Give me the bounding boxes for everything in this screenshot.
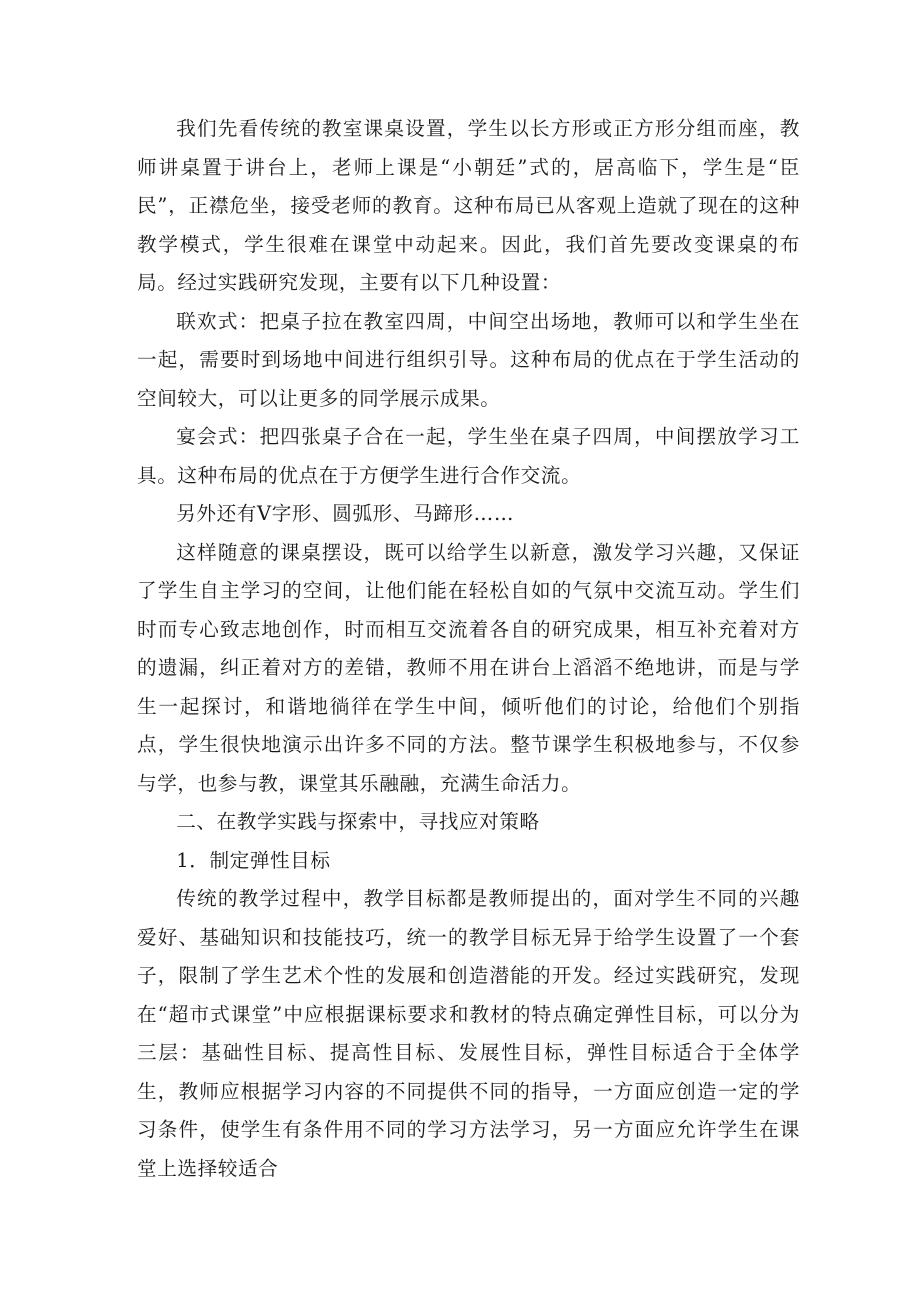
document-page bbox=[137, 110, 800, 1188]
paragraph-banquet-style: 宴会式：把四张桌子合在一起，学生坐在桌子四周，中间摆放学习工具。这种布局的优点在于方便学生进行合作交流。 bbox=[137, 425, 800, 487]
paragraph-flexible-goals: 传统的教学过程中，教学目标都是教师提出的，面对学生不同的兴趣爱好、基础知识和技能技巧，统一的教学目标无异于给学生设置了一个套子，限制了学生艺术个性的发展和创造潜能的开发。经过实践研究，发现在“超市式课堂”中应根据课标要求和教材的特点确定弹性目标，可以分为三层：基础性目标、提高性目标、发展性目标，弹性目标适合于全体学生，教师应根据学习内容的不同提供不同的指导，一方面应创造一定的学习条件，使学生有条件用不同的学习方法学习，另一方面应允许学生在课堂上选择较适合 bbox=[137, 887, 800, 1180]
paragraph-party-style: 联欢式：把桌子拉在教室四周，中间空出场地，教师可以和学生坐在一起，需要时到场地中间进行组织引导。这种布局的优点在于学生活动的空间较大，可以让更多的同学展示成果。 bbox=[137, 309, 800, 410]
section-heading-strategy: 二、在教学实践与探索中，寻找应对策略 bbox=[176, 810, 540, 833]
subsection-heading-flexible-goals: 1．制定弹性目标 bbox=[176, 848, 331, 872]
paragraph-other-shapes: 另外还有V字形、圆弧形、马蹄形…… bbox=[176, 502, 515, 525]
paragraph-classroom-layout: 我们先看传统的教室课桌设置，学生以长方形或正方形分组而座，教师讲桌置于讲台上，老师上课是“小朝廷”式的，居高临下，学生是“臣民”，正襟危坐，接受老师的教育。这种布局已从客观上造就了现在的这种教学模式，学生很难在课堂中动起来。因此，我们首先要改变课桌的布局。经过实践研究发现，主要有以下几种设置： bbox=[137, 117, 800, 294]
paragraph-casual-arrangement: 这样随意的课桌摆设，既可以给学生以新意，激发学习兴趣，又保证了学生自主学习的空间，让他们能在轻松自如的气氛中交流互动。学生们时而专心致志地创作，时而相互交流着各自的研究成果，相互补充着对方的遗漏，纠正着对方的差错，教师不用在讲台上滔滔不绝地讲，而是与学生一起探讨，和谐地徜徉在学生中间，倾听他们的讨论，给他们个别指点，学生很快地演示出许多不同的方法。整节课学生积极地参与，不仅参与学，也参与教，课堂其乐融融，充满生命活力。 bbox=[137, 540, 800, 795]
